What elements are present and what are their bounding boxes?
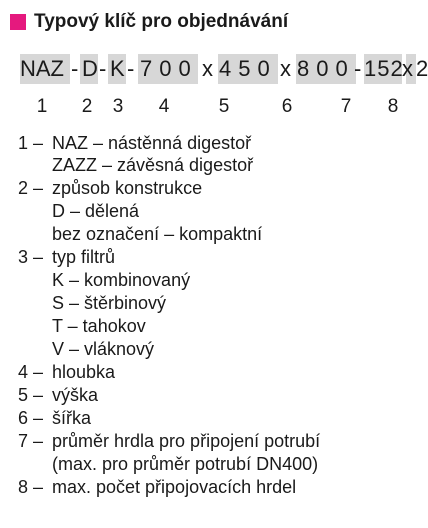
position-number: 7 — [340, 96, 352, 117]
legend-text: NAZ – nástěnná digestoř — [52, 133, 252, 153]
position-number: 4 — [158, 96, 170, 117]
code-separator: - — [99, 56, 107, 81]
code-separator: x — [202, 56, 213, 81]
legend-index: 2 – — [18, 178, 44, 198]
legend-text: S – štěrbinový — [52, 293, 167, 313]
legend-text: průměr hrdla pro připojení potrubí — [52, 431, 321, 451]
legend-text: výška — [52, 385, 99, 405]
legend-index: 6 – — [18, 408, 44, 428]
code-segment-k: K — [110, 56, 125, 81]
legend-index: 3 – — [18, 247, 44, 267]
position-number: 1 — [36, 96, 48, 117]
position-number: 5 — [218, 96, 230, 117]
code-separator: - — [354, 56, 362, 81]
legend-text: ZAZZ – závěsná digestoř — [52, 155, 254, 175]
legend-text: šířka — [52, 408, 92, 428]
code-segment-d: D — [82, 56, 98, 81]
code-separator: x — [280, 56, 291, 81]
legend-index: 8 – — [18, 477, 44, 497]
code-segment-height: 450 — [219, 56, 277, 81]
position-number: 3 — [112, 96, 124, 117]
legend-text: (max. pro průměr potrubí DN400) — [52, 454, 319, 474]
order-code — [20, 54, 428, 84]
legend-index: 1 – — [18, 133, 44, 153]
legend-text: max. počet připojovacích hrdel — [52, 477, 297, 497]
code-segment-count: 2 — [416, 56, 428, 81]
section-title: Typový klíč pro objednávání — [34, 11, 289, 32]
code-separator: x — [402, 56, 413, 81]
legend-index: 5 – — [18, 385, 44, 405]
code-segment-naz: NAZ — [20, 56, 64, 81]
code-separator: - — [71, 56, 79, 81]
legend-text: způsob konstrukce — [52, 178, 203, 198]
position-number: 6 — [281, 96, 293, 117]
legend-text: K – kombinovaný — [52, 270, 191, 290]
legend-text: hloubka — [52, 362, 116, 382]
position-number: 8 — [387, 96, 399, 117]
legend-text: D – dělená — [52, 201, 140, 221]
legend-text: V – vláknový — [52, 339, 155, 359]
code-separator: - — [127, 56, 135, 81]
legend-text: bez označení – kompaktní — [52, 224, 263, 244]
code-segment-width: 800 — [297, 56, 355, 81]
magenta-square-icon — [10, 14, 26, 30]
legend-index: 7 – — [18, 431, 44, 451]
legend-index: 4 – — [18, 362, 44, 382]
code-segment-diameter: 152 — [364, 56, 404, 81]
legend-text: T – tahokov — [52, 316, 146, 336]
code-segment-depth: 700 — [140, 56, 198, 81]
position-numbers — [0, 96, 418, 118]
legend-text: typ filtrů — [52, 247, 116, 267]
position-number: 2 — [81, 96, 93, 117]
